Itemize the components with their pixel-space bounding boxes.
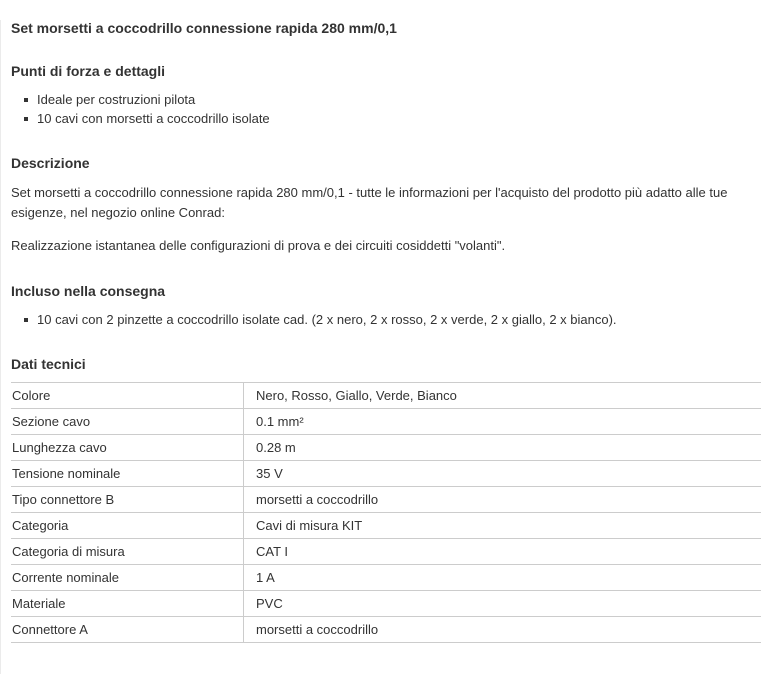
spec-row — [11, 617, 761, 643]
spec-row — [11, 591, 761, 617]
description-paragraph: Realizzazione istantanea delle configurazioni di prova e dei circuiti cosiddetti "volanti". — [11, 238, 506, 253]
spec-row — [11, 539, 761, 565]
spec-value: 0.28 m — [244, 435, 762, 461]
spec-label: Tensione nominale — [11, 461, 244, 487]
spec-value: 1 A — [244, 565, 762, 591]
spec-value: Cavi di misura KIT — [244, 513, 762, 539]
spec-label: Categoria di misura — [11, 539, 244, 565]
section-heading-delivery: Incluso nella consegna — [11, 283, 166, 299]
spec-value: CAT I — [244, 539, 762, 565]
spec-value: morsetti a coccodrillo — [244, 617, 762, 643]
spec-row — [11, 383, 761, 409]
highlight-item: 10 cavi con morsetti a coccodrillo isolate — [37, 109, 760, 128]
spec-row — [11, 461, 761, 487]
spec-label: Tipo connettore B — [11, 487, 244, 513]
spec-label: Lunghezza cavo — [11, 435, 244, 461]
spec-label: Colore — [11, 383, 244, 409]
section-heading-description: Descrizione — [11, 155, 90, 171]
delivery-list — [11, 310, 760, 329]
spec-row — [11, 565, 761, 591]
spec-row — [11, 513, 761, 539]
spec-row — [11, 409, 761, 435]
highlights-list — [11, 90, 760, 128]
spec-value: PVC — [244, 591, 762, 617]
product-detail-page — [0, 20, 776, 674]
description-paragraph: Set morsetti a coccodrillo connessione rapida 280 mm/0,1 - tutte le informazioni per l'acquisto del prodotto più adatto alle tue esigenze, nel negozio online Conrad: — [11, 185, 728, 220]
spec-label: Categoria — [11, 513, 244, 539]
tech-data-table — [11, 382, 761, 643]
spec-value: 0.1 mm² — [244, 409, 762, 435]
spec-label: Corrente nominale — [11, 565, 244, 591]
spec-label: Sezione cavo — [11, 409, 244, 435]
spec-label: Materiale — [11, 591, 244, 617]
section-heading-highlights: Punti di forza e dettagli — [11, 63, 166, 79]
spec-value: 35 V — [244, 461, 762, 487]
spec-value: Nero, Rosso, Giallo, Verde, Bianco — [244, 383, 762, 409]
delivery-item: 10 cavi con 2 pinzette a coccodrillo isolate cad. (2 x nero, 2 x rosso, 2 x verde, 2 x giallo, 2 x bianco). — [37, 310, 760, 329]
spec-value: morsetti a coccodrillo — [244, 487, 762, 513]
spec-row — [11, 487, 761, 513]
spec-label: Connettore A — [11, 617, 244, 643]
page-title: Set morsetti a coccodrillo connessione rapida 280 mm/0,1 — [11, 20, 397, 36]
highlight-item: Ideale per costruzioni pilota — [37, 90, 760, 109]
spec-row — [11, 435, 761, 461]
section-heading-tech-data: Dati tecnici — [11, 356, 86, 372]
